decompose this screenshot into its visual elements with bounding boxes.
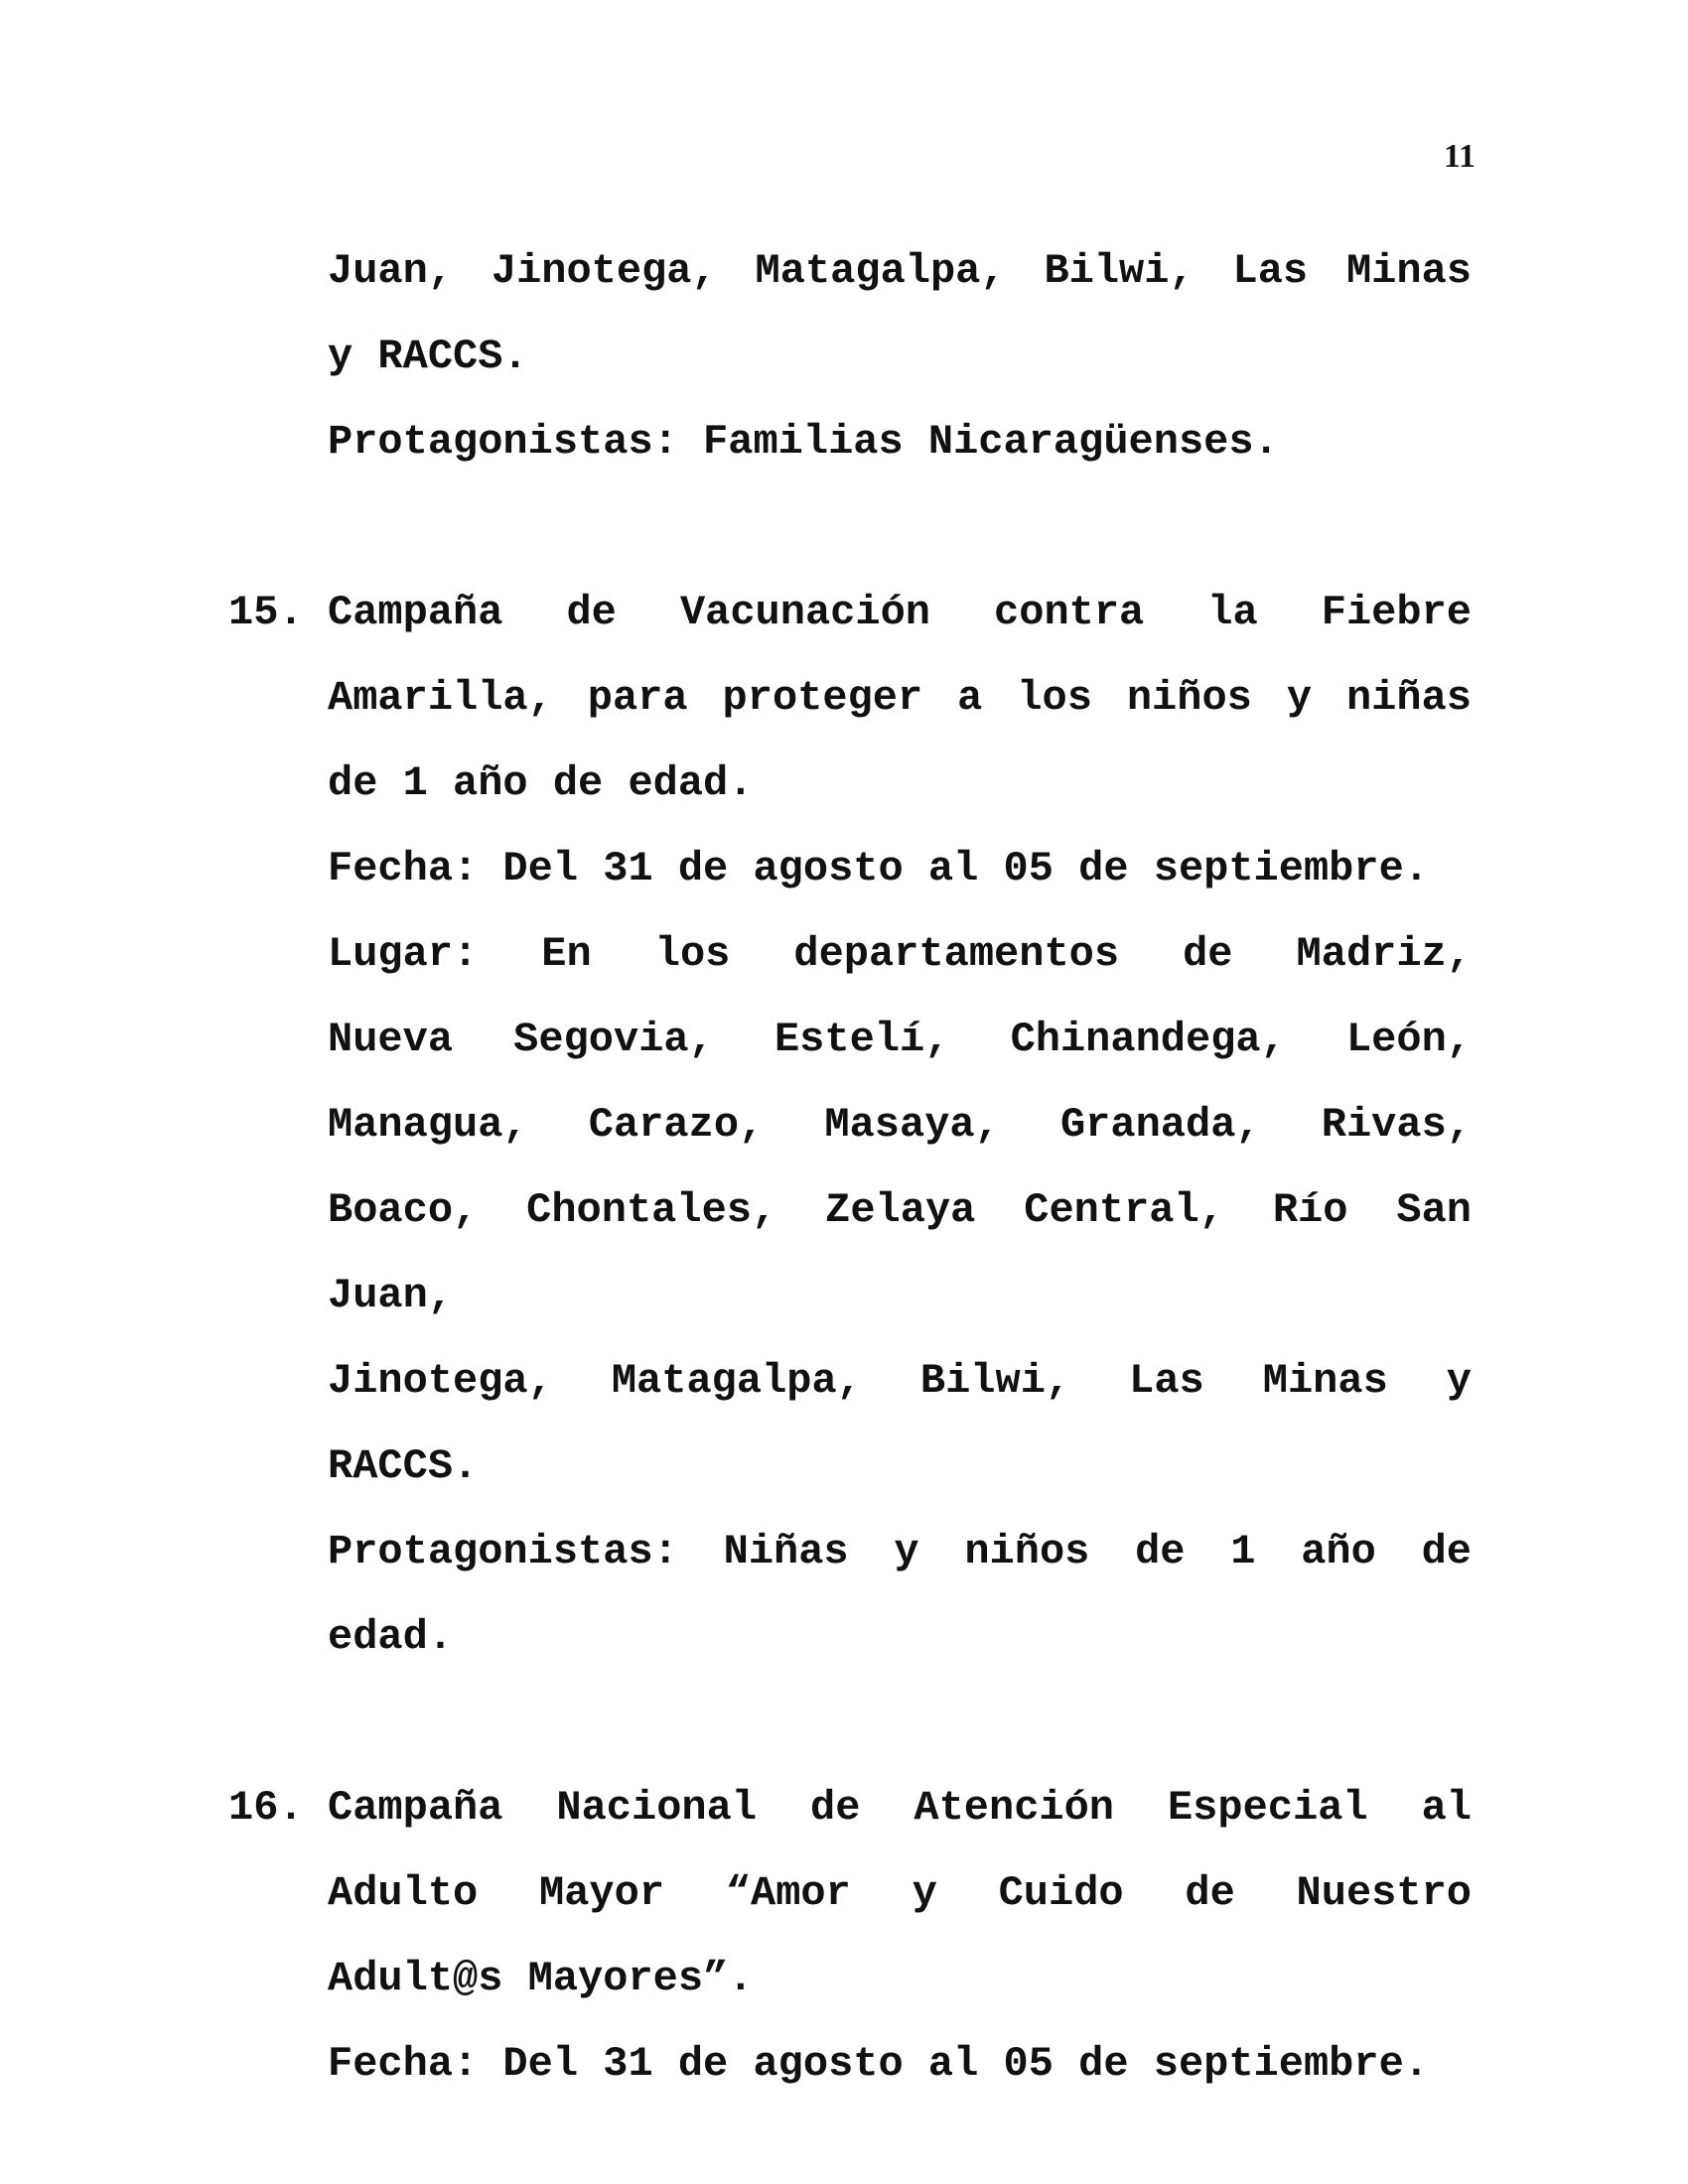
item-fecha <box>328 2021 1472 2107</box>
item-number: 15. <box>228 589 304 636</box>
text-line: Lugar: En los departamentos de Madriz, <box>328 930 1472 978</box>
text-line: Jinotega, Matagalpa, Bilwi, Las Minas y RACCS. <box>328 1357 1472 1490</box>
text-line: Amarilla, para proteger a los niños y niñas <box>328 674 1472 722</box>
text-line: de 1 año de edad. <box>328 759 754 807</box>
text-line: Campaña Nacional de Atención Especial al <box>328 1784 1472 1832</box>
continuation-paragraph <box>328 228 1472 484</box>
text-line: edad. <box>328 1613 454 1661</box>
page-number: 11 <box>1443 138 1476 175</box>
text-line: Boaco, Chontales, Zelaya Central, Río San Juan, <box>328 1186 1472 1319</box>
item-title <box>328 1765 1472 2021</box>
item-number: 16. <box>228 1784 304 1832</box>
text-line: Adult@s Mayores”. <box>328 1955 754 2002</box>
text-line: Managua, Carazo, Masaya, Granada, Rivas, <box>328 1101 1472 1149</box>
protagonistas-line: Protagonistas: Familias Nicaragüenses. <box>328 418 1279 466</box>
document-body <box>228 228 1472 2107</box>
item-title <box>328 570 1472 826</box>
text-line: Juan, Jinotega, Matagalpa, Bilwi, Las Minas <box>328 247 1472 295</box>
text-line: Nueva Segovia, Estelí, Chinandega, León, <box>328 1016 1472 1063</box>
list-item-16 <box>228 1765 1472 2107</box>
fecha-line: Fecha: Del 31 de agosto al 05 de septiembre. <box>328 2040 1429 2088</box>
item-fecha <box>328 826 1472 911</box>
text-line: Protagonistas: Niñas y niños de 1 año de <box>328 1528 1472 1575</box>
item-lugar <box>328 911 1472 1509</box>
text-line: y RACCS. <box>328 333 528 380</box>
list-item-15 <box>228 570 1472 1680</box>
text-line: Adulto Mayor “Amor y Cuido de Nuestro <box>328 1869 1472 1917</box>
item-protagonistas <box>328 1509 1472 1680</box>
fecha-line: Fecha: Del 31 de agosto al 05 de septiembre. <box>328 845 1429 892</box>
text-line: Campaña de Vacunación contra la Fiebre <box>328 589 1472 636</box>
